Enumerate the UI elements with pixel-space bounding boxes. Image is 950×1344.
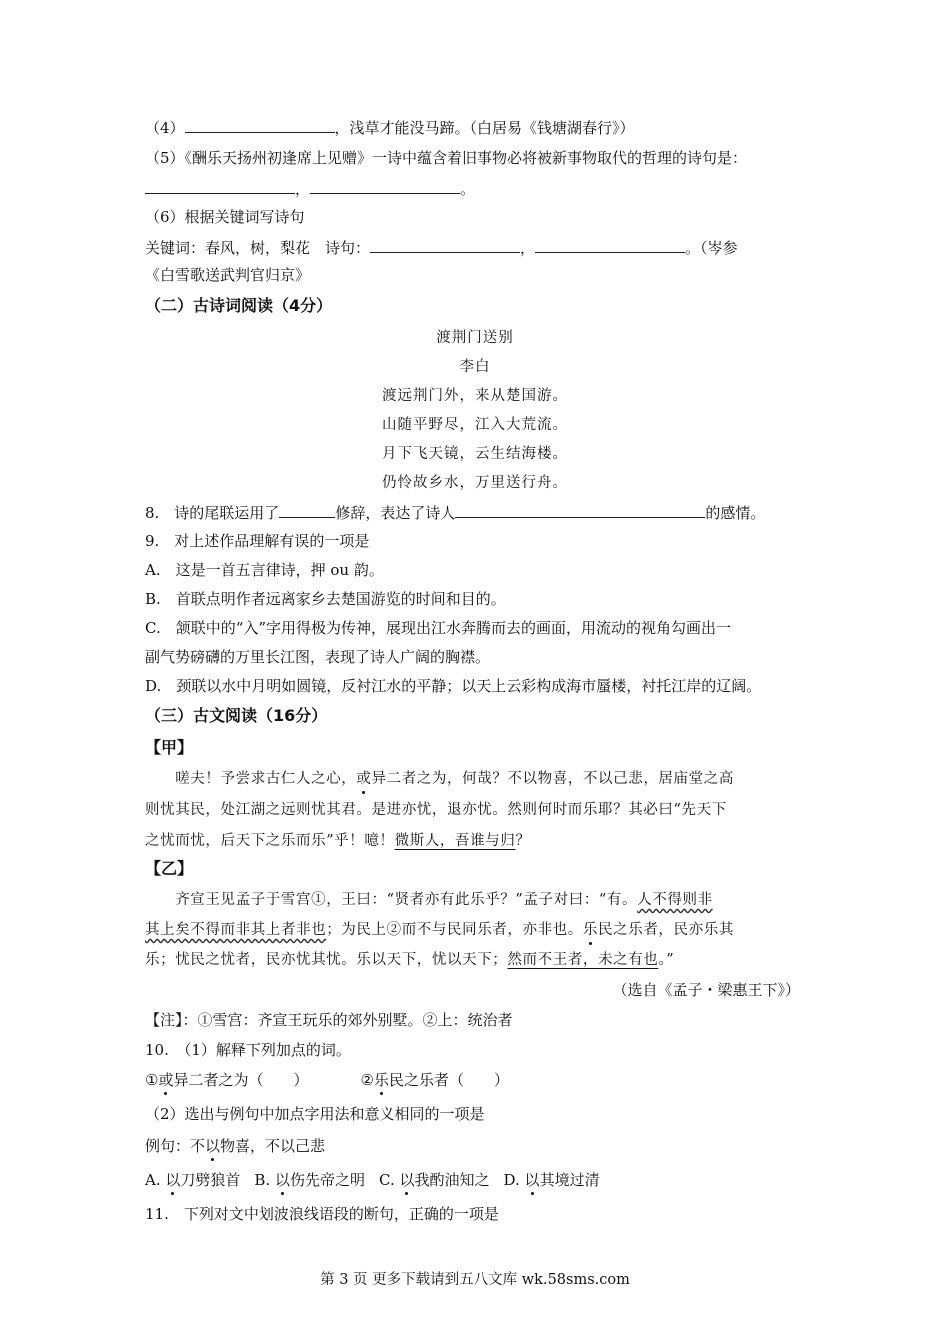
- text: 我酌油知之: [414, 1171, 490, 1189]
- section-3-title: （三）古文阅读（16分）: [145, 706, 328, 725]
- question-11: 11. 下列对文中划波浪线语段的断句，正确的一项是: [145, 1205, 499, 1223]
- keyword-end: 。（岑参: [685, 239, 738, 257]
- text: 之忧而忧，后天下之乐而乐”乎！噫！: [145, 833, 395, 849]
- text: ①: [145, 1071, 159, 1089]
- text: 乐；忧民之忧者，民亦忧其忧。乐以天下，忧以天下；: [145, 952, 508, 968]
- text: ？: [515, 833, 531, 849]
- passage-jia-line: 则忧其民，处江湖之远则忧其君。是进亦忧，退亦忧。然则何时而乐耶？其必曰“先天下: [145, 802, 727, 818]
- dotted-character: 乐: [373, 1071, 389, 1089]
- q7-item-4-number: （4）: [145, 119, 185, 137]
- passage-jia-line: [145, 831, 531, 851]
- q7-keyword-line: [145, 237, 738, 258]
- dotted-character: 以: [205, 1137, 221, 1155]
- dotted-character: 以: [399, 1171, 415, 1189]
- text: D.: [503, 1171, 525, 1189]
- answer-blank[interactable]: [185, 117, 335, 133]
- q7-item-5-blanks: [145, 178, 475, 199]
- q8-text-b: 修辞，表达了诗人: [335, 504, 456, 522]
- poem-line: 山随平野尽，江入大荒流。: [382, 417, 568, 433]
- annotation-note: 【注】：①雪宫：齐宣王玩乐的郊外别墅。②上：统治者: [145, 1011, 513, 1029]
- text: 。”: [658, 952, 675, 968]
- dotted-character: 以: [274, 1171, 290, 1189]
- text: 刀劈狼首: [180, 1171, 241, 1189]
- text: ②: [360, 1071, 374, 1089]
- poem-line: 渡远荆门外，来从楚国游。: [382, 388, 568, 404]
- q9-option-c: C. 颔联中的“入”字用得极为传神，展现出江水奔腾而去的画面，用流动的视角勾画出一: [145, 619, 732, 637]
- text: B.: [254, 1171, 275, 1189]
- poem-line: 月下飞天镜，云生结海楼。: [382, 446, 568, 462]
- poem-line: 仍怜故乡水，万里送行舟。: [382, 475, 568, 491]
- underlined-phrase: 然而不王者，未之有也: [507, 952, 659, 968]
- q7-keyword-source: 《白雪歌送武判官归京》: [145, 266, 311, 284]
- dotted-character: 以: [524, 1171, 540, 1189]
- q7-item-4: [145, 117, 635, 138]
- poem-author: 李白: [459, 359, 491, 375]
- q7-item-5: （5）《酬乐天扬州初逢席上见赠》一诗中蕴含着旧事物必将被新事物取代的哲理的诗句是：: [145, 149, 748, 167]
- question-9: 9. 对上述作品理解有误的一项是: [145, 532, 370, 550]
- question-8: [145, 502, 765, 523]
- section-2-title: （二）古诗词阅读（4分）: [145, 296, 333, 315]
- passage-jia-label: 【甲】: [145, 738, 194, 757]
- q9-option-a: A. 这是一首五言律诗，押 ou 韵。: [145, 561, 384, 579]
- text: 异二者之为，何哉？不以物喜，不以己悲，居庙堂之高: [371, 771, 734, 787]
- passage-source: （选自《孟子・梁惠王下》）: [612, 981, 800, 999]
- answer-blank[interactable]: [145, 178, 295, 194]
- passage-jia-line: [145, 769, 734, 789]
- passage-yi-line: [145, 920, 734, 940]
- q7-item-6: （6）根据关键词写诗句: [145, 208, 305, 226]
- keyword-prefix: 关键词：春风，树，梨花 诗句：: [145, 239, 371, 257]
- q10-example: [145, 1136, 325, 1156]
- passage-yi-label: 【乙】: [145, 859, 194, 878]
- answer-blank[interactable]: [279, 502, 335, 518]
- comma: ，: [520, 239, 536, 257]
- comma: ，: [295, 180, 311, 198]
- text: 例句：不: [145, 1137, 206, 1155]
- answer-blank[interactable]: [370, 237, 520, 253]
- q10-options: [145, 1170, 600, 1190]
- wavy-underlined-phrase: 其上矣不得而非其上者非也: [145, 922, 327, 938]
- q8-text-a: 8. 诗的尾联运用了: [145, 504, 280, 522]
- text: 伤先帝之明: [289, 1171, 365, 1189]
- q10-items: [145, 1070, 509, 1090]
- question-10: 10. （1）解释下列加点的词。: [145, 1041, 351, 1059]
- question-10-part-2: （2）选出与例句中加点字用法和意义相同的一项是: [145, 1105, 485, 1123]
- text: C.: [379, 1171, 400, 1189]
- answer-blank[interactable]: [310, 178, 460, 194]
- q10-option-b: [254, 1171, 365, 1189]
- text: A.: [145, 1171, 166, 1189]
- poem-title: 渡荆门送别: [436, 330, 514, 346]
- dotted-character: 或: [158, 1071, 174, 1089]
- answer-blank[interactable]: [535, 237, 685, 253]
- q9-option-b: B. 首联点明作者远离家乡去楚国游览的时间和目的。: [145, 590, 506, 608]
- dotted-character: 以: [165, 1171, 181, 1189]
- text: 齐宣王见孟子于雪宫①，王曰：“贤者亦有此乐乎？”孟子对曰：“有。: [145, 892, 638, 908]
- passage-yi-line: [145, 890, 713, 910]
- text: 民之乐者（ ）: [388, 1071, 509, 1089]
- period: 。: [460, 180, 476, 198]
- dotted-character: 或: [356, 771, 372, 787]
- text: 异二者之为（ ）: [173, 1071, 309, 1089]
- answer-blank[interactable]: [455, 502, 705, 518]
- text: 其境过清: [539, 1171, 600, 1189]
- q10-option-c: [379, 1171, 490, 1189]
- page-footer: 第 3 页 更多下载请到五八文库 wk.58sms.com: [320, 1272, 630, 1288]
- text: 民之乐者，民亦乐其: [598, 922, 734, 938]
- q10-option-a: [145, 1171, 240, 1189]
- wavy-underlined-phrase: 人不得则非: [637, 892, 713, 908]
- text: 物喜，不以己悲: [220, 1137, 326, 1155]
- text: 嗟夫！予尝求古仁人之心，: [145, 771, 357, 787]
- q9-option-d: D. 颈联以水中月明如圆镜，反衬江水的平静；以天上云彩构成海市蜃楼，衬托江岸的辽阔。: [145, 677, 762, 695]
- text: ；为民上②而不与民同乐者，亦非也。: [326, 922, 583, 938]
- q7-item-4-text: ，浅草才能没马蹄。（白居易《钱塘湖春行》）: [334, 119, 635, 137]
- q9-option-c-cont: 副气势磅礴的万里长江图，表现了诗人广阔的胸襟。: [145, 648, 491, 666]
- q8-text-c: 的感情。: [705, 504, 766, 522]
- underlined-phrase: 微斯人，吾谁与归: [394, 833, 516, 849]
- q10-option-d: [504, 1171, 600, 1189]
- passage-yi-line: [145, 950, 674, 970]
- dotted-character: 乐: [582, 922, 599, 938]
